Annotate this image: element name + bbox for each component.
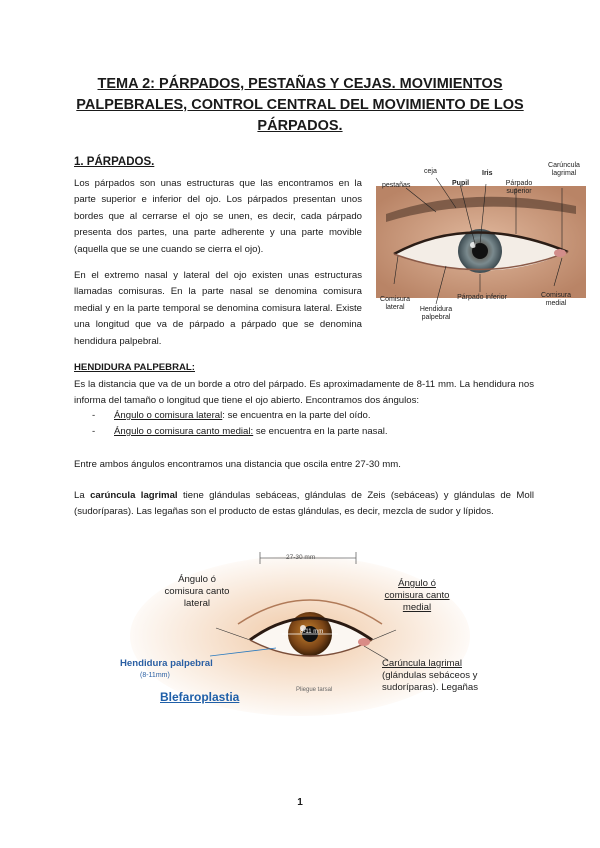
label-caruncula: Carúncula lagrimal xyxy=(548,162,580,177)
bullet-angulo-lateral: - Ángulo o comisura lateral: se encuentra en la parte del oído. xyxy=(92,410,371,421)
section-heading-parpados: 1. PÁRPADOS. xyxy=(74,156,155,168)
page-number: 1 xyxy=(297,797,303,808)
bullet-angulo-medial: - Ángulo o comisura canto medial: se encuentra en la parte nasal. xyxy=(92,426,388,437)
paragraph-caruncula: La carúncula lagrimal tiene glándulas sebáceas, glándulas de Zeis (sebáceas) y glándulas de Moll (sudoríparas). Las legañas son el producto de estas glándulas, es decir, mezcla de sudor y lípidos. xyxy=(74,490,535,517)
label-parpado-inferior: Párpado inferior xyxy=(457,294,507,301)
paragraph-hendidura: Es la distancia que va de un borde a otro del párpado. Es aproximadamente de 8-11 mm. La hendidura nos informa del tamaño o longitud que tiene el ojo abierto. Encontramos dos ángulos: xyxy=(74,379,534,406)
subheading-hendidura: HENDIDURA PALPEBRAL: xyxy=(74,362,195,373)
label-angulo-lateral: Ángulo ó comisura canto lateral xyxy=(164,574,230,609)
label-caruncula-detail: (glándulas sebáceos y sudoríparas). Legañas xyxy=(382,670,478,693)
label-ceja: ceja xyxy=(424,168,437,175)
label-parpado-superior: Párpado superior xyxy=(505,180,533,195)
label-hendidura: Hendidura palpebral xyxy=(419,306,453,321)
label-caruncula: Carúncula lagrimal xyxy=(382,658,462,669)
label-pupil: Pupil xyxy=(452,180,470,187)
eye-anatomy-photo xyxy=(376,162,586,322)
label-comisura-lateral: Comisura lateral xyxy=(380,296,410,311)
label-pestanas: pestañas xyxy=(382,182,411,189)
label-distance: 27-30 mm xyxy=(286,554,316,561)
paragraph-parpados: Los párpados son unas estructuras que las encontramos en la parte superior e inferior del ojo. Los párpados presentan unos bordes que al cerrarse el ojo se unen, es decir, cada párpado presenta dos partes, una parte adherente y una parte movible (aquella que se une cuando se cierra el ojo). xyxy=(74,178,362,255)
label-hendidura-mm: (8-11mm) xyxy=(140,672,170,679)
paragraph-comisuras: En el extremo nasal y lateral del ojo existen unas estructuras llamadas comisuras. En la parte nasal se denomina comisura medial y en la parte temporal se denomina comisura lateral. Existe una longitud que va de párpado a párpado que se denomina hendidura palpebral. xyxy=(74,270,362,347)
label-iris-mm: 8-11 mm xyxy=(300,629,324,635)
label-hendidura: Hendidura palpebral xyxy=(120,658,213,669)
paragraph-distance: Entre ambos ángulos encontramos una distancia que oscila entre 27-30 mm. xyxy=(74,459,401,470)
label-iris: Iris xyxy=(482,170,493,177)
page-title: TEMA 2: PÁRPADOS, PESTAÑAS Y CEJAS. MOVIMIENTOS PALPEBRALES, CONTROL CENTRAL DEL MOVIMIENTO DE LOS PÁRPADOS. xyxy=(76,76,524,134)
label-blefaroplastia: Blefaroplastia xyxy=(160,690,240,704)
blefaroplastia-diagram xyxy=(100,548,500,718)
label-comisura-medial: Comisura medial xyxy=(541,292,571,307)
label-angulo-medial: Ángulo ó comisura canto medial xyxy=(384,578,450,613)
label-pliegue: Pliegue tarsal xyxy=(296,687,333,693)
